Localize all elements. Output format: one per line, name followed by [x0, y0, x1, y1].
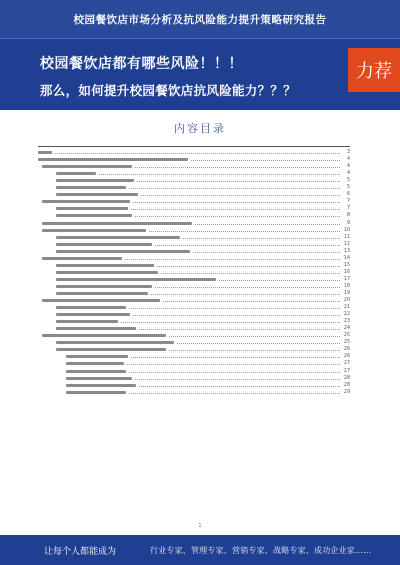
toc-page-number: 4: [346, 157, 350, 163]
toc-leader-dots: [161, 273, 340, 274]
toc-entry[interactable]: [38, 227, 350, 234]
toc-entry-label: [56, 186, 126, 189]
toc-entry[interactable]: [38, 184, 350, 191]
toc-entry-label: [42, 334, 166, 337]
toc-page-number: 26: [343, 347, 350, 353]
toc-entry-label: [38, 151, 52, 154]
toc-entry-label: [56, 214, 132, 217]
toc-leader-dots: [137, 181, 340, 182]
toc-title: 内容目录: [174, 122, 226, 135]
toc-entry[interactable]: [38, 389, 350, 396]
toc-leader-dots: [163, 301, 340, 302]
hero-panel: [0, 38, 400, 110]
toc-page-number: 23: [343, 319, 350, 325]
toc-entry-label: [56, 292, 148, 295]
toc-entry[interactable]: [38, 248, 350, 255]
recommend-badge: [348, 48, 400, 92]
toc-entry[interactable]: [38, 163, 350, 170]
toc-page-number: 22: [343, 312, 350, 318]
toc-entry[interactable]: [38, 269, 350, 276]
toc-page: [0, 110, 400, 535]
toc-page-number: 14: [343, 255, 350, 261]
toc-page-number: 6: [346, 192, 350, 198]
toc-entry[interactable]: [38, 290, 350, 297]
toc-entry[interactable]: [38, 156, 350, 163]
toc-entry[interactable]: [38, 353, 350, 360]
toc-page-number: 15: [343, 262, 350, 268]
toc-leader-dots: [191, 160, 340, 161]
toc-entry-label: [66, 391, 126, 394]
toc-entry-label: [42, 200, 130, 203]
toc-entry-label: [66, 377, 132, 380]
toc-page-number: 28: [343, 382, 350, 388]
toc-entry-label: [56, 271, 158, 274]
toc-entry[interactable]: [38, 360, 350, 367]
toc-entry[interactable]: [38, 304, 350, 311]
footer-roles: 行业专家、管理专家、营销专家、战略专家、成功企业家……: [150, 546, 372, 555]
toc-leader-dots: [99, 174, 340, 175]
toc-leader-dots: [139, 329, 340, 330]
toc-page-number: 25: [343, 340, 350, 346]
toc-leader-dots: [219, 280, 340, 281]
toc-leader-dots: [151, 294, 340, 295]
toc-page-number: 8: [346, 213, 350, 219]
toc-entry-label: [56, 250, 190, 253]
toc-leader-dots: [133, 202, 340, 203]
toc-leader-dots: [121, 322, 340, 323]
toc-list: [38, 149, 350, 396]
toc-page-number: 10: [343, 227, 350, 233]
toc-entry[interactable]: [38, 382, 350, 389]
toc-entry[interactable]: [38, 276, 350, 283]
toc-entry[interactable]: [38, 332, 350, 339]
toc-leader-dots: [169, 350, 340, 351]
toc-leader-dots: [133, 315, 340, 316]
toc-page-number: 5: [346, 185, 350, 191]
footer-bar: [0, 535, 400, 565]
badge-label: 力荐: [356, 61, 392, 82]
toc-entry[interactable]: [38, 255, 350, 262]
toc-page-number: 3: [346, 150, 350, 156]
toc-entry[interactable]: [38, 318, 350, 325]
toc-entry-label: [56, 207, 128, 210]
toc-entry-label: [56, 278, 216, 281]
toc-leader-dots: [141, 195, 340, 196]
toc-page-number: 27: [343, 361, 350, 367]
toc-page-number: 12: [343, 241, 350, 247]
toc-page-number: 28: [343, 375, 350, 381]
toc-page-number: 25: [343, 333, 350, 339]
toc-page-number: 26: [343, 354, 350, 360]
toc-entry-label: [42, 229, 146, 232]
toc-leader-dots: [149, 231, 340, 232]
toc-entry[interactable]: [38, 262, 350, 269]
toc-leader-dots: [195, 224, 340, 225]
toc-entry-label: [56, 193, 138, 196]
toc-entry[interactable]: [38, 177, 350, 184]
toc-entry[interactable]: [38, 170, 350, 177]
toc-entry[interactable]: [38, 339, 350, 346]
toc-entry[interactable]: [38, 205, 350, 212]
toc-leader-dots: [183, 238, 340, 239]
toc-entry[interactable]: [38, 325, 350, 332]
toc-leader-dots: [129, 393, 340, 394]
toc-entry[interactable]: [38, 311, 350, 318]
toc-page-number: 19: [343, 290, 350, 296]
toc-entry-label: [56, 348, 166, 351]
toc-page-number: 9: [346, 220, 350, 226]
toc-entry-label: [56, 236, 180, 239]
toc-entry-label: [56, 341, 174, 344]
toc-entry[interactable]: [38, 212, 350, 219]
toc-entry[interactable]: [38, 346, 350, 353]
toc-entry-label: [42, 165, 132, 168]
toc-entry-label: [66, 384, 136, 387]
toc-entry[interactable]: [38, 241, 350, 248]
toc-leader-dots: [135, 379, 340, 380]
toc-leader-dots: [131, 209, 340, 210]
toc-page-number: 18: [343, 283, 350, 289]
toc-entry-label: [56, 327, 136, 330]
toc-entry-label: [56, 179, 134, 182]
toc-leader-dots: [129, 372, 340, 373]
toc-page-number: 21: [343, 305, 350, 311]
toc-leader-dots: [129, 188, 340, 189]
toc-leader-dots: [155, 287, 340, 288]
toc-entry[interactable]: [38, 198, 350, 205]
toc-entry[interactable]: [38, 283, 350, 290]
toc-entry[interactable]: [38, 219, 350, 226]
toc-leader-dots: [193, 252, 340, 253]
toc-page-number: 4: [346, 164, 350, 170]
toc-entry[interactable]: [38, 191, 350, 198]
toc-divider: [38, 146, 350, 147]
toc-leader-dots: [125, 259, 340, 260]
toc-entry-label: [56, 320, 118, 323]
toc-leader-dots: [127, 364, 340, 365]
toc-page-number: 7: [346, 199, 350, 205]
page-number: 1: [198, 523, 202, 529]
toc-leader-dots: [129, 308, 340, 309]
toc-leader-dots: [177, 343, 340, 344]
toc-leader-dots: [169, 336, 340, 337]
toc-page-number: 29: [343, 389, 350, 395]
toc-entry-label: [56, 243, 152, 246]
toc-leader-dots: [157, 266, 340, 267]
toc-page-number: 27: [343, 368, 350, 374]
toc-leader-dots: [155, 245, 340, 246]
toc-page-number: 16: [343, 269, 350, 275]
toc-entry-label: [66, 362, 124, 365]
report-banner: [0, 0, 400, 38]
toc-page-number: 11: [343, 234, 350, 240]
hero-subline: 那么，如何提升校园餐饮店抗风险能力？？？: [40, 83, 297, 98]
toc-page-number: 13: [343, 248, 350, 254]
hero-headline: 校园餐饮店都有哪些风险！！！: [40, 56, 243, 72]
toc-page-number: 17: [343, 276, 350, 282]
toc-entry[interactable]: [38, 234, 350, 241]
toc-entry-label: [56, 306, 126, 309]
toc-entry-label: [56, 264, 154, 267]
toc-entry[interactable]: [38, 375, 350, 382]
toc-entry[interactable]: [38, 367, 350, 374]
toc-leader-dots: [131, 357, 340, 358]
toc-page-number: 20: [343, 298, 350, 304]
toc-entry-label: [42, 257, 122, 260]
toc-leader-dots: [135, 216, 340, 217]
toc-entry-label: [56, 285, 152, 288]
footer-slogan: 让每个人都能成为: [44, 547, 117, 557]
toc-entry[interactable]: [38, 149, 350, 156]
toc-entry-label: [38, 158, 188, 161]
toc-entry-label: [56, 172, 96, 175]
toc-page-number: 5: [346, 178, 350, 184]
toc-entry-label: [66, 355, 128, 358]
toc-entry-label: [42, 299, 160, 302]
toc-leader-dots: [139, 386, 340, 387]
report-title: 校园餐饮店市场分析及抗风险能力提升策略研究报告: [73, 13, 327, 26]
toc-leader-dots: [135, 167, 340, 168]
toc-leader-dots: [55, 153, 340, 154]
toc-entry[interactable]: [38, 297, 350, 304]
toc-entry-label: [42, 222, 192, 225]
toc-entry-label: [56, 313, 130, 316]
toc-page-number: 4: [346, 171, 350, 177]
toc-entry-label: [66, 370, 126, 373]
toc-page-number: 24: [343, 326, 350, 332]
toc-page-number: 7: [346, 206, 350, 212]
